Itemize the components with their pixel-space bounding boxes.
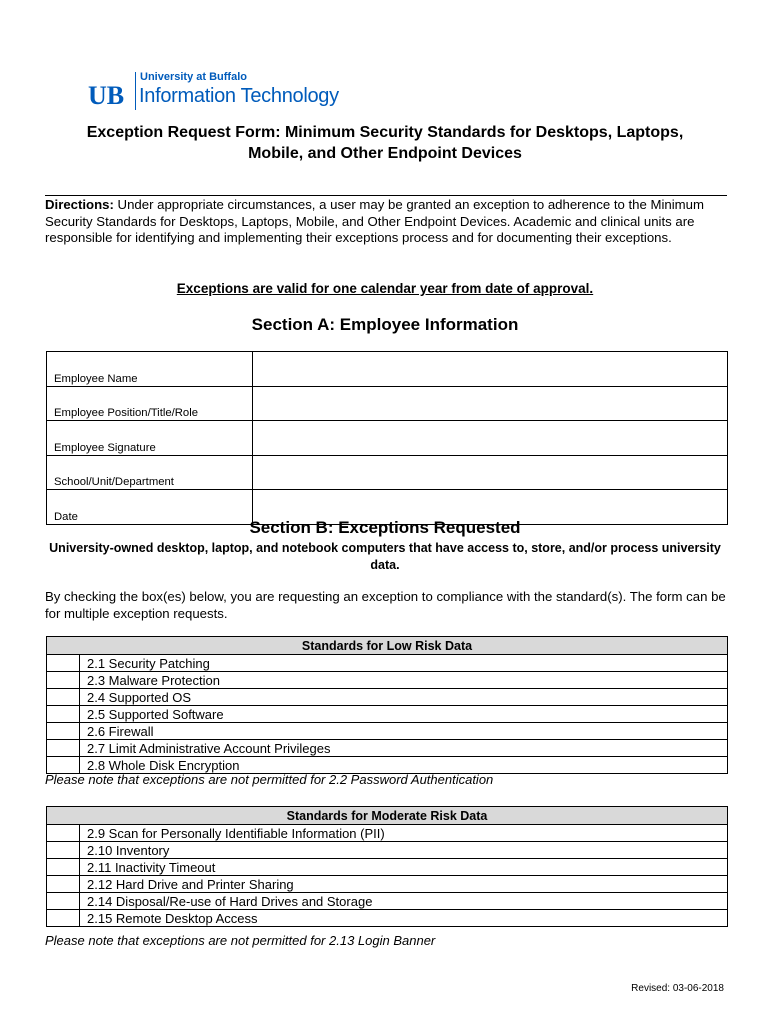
standard-label: 2.11 Inactivity Timeout (80, 859, 728, 876)
standard-label: 2.15 Remote Desktop Access (80, 910, 728, 927)
standard-label: 2.1 Security Patching (80, 655, 728, 672)
table-row (47, 910, 728, 927)
standard-label: 2.8 Whole Disk Encryption (80, 757, 728, 774)
table-row (47, 876, 728, 893)
checkbox-2-11[interactable] (47, 859, 80, 876)
standard-label: 2.4 Supported OS (80, 689, 728, 706)
employee-name-label: Employee Name (47, 352, 253, 387)
department-label: School/Unit/Department (47, 455, 253, 490)
checkbox-2-12[interactable] (47, 876, 80, 893)
title-divider (45, 195, 727, 196)
table-row (47, 689, 728, 706)
logo-university: University at Buffalo (140, 71, 247, 83)
checkbox-2-8[interactable] (47, 757, 80, 774)
standard-label: 2.12 Hard Drive and Printer Sharing (80, 876, 728, 893)
standard-label: 2.10 Inventory (80, 842, 728, 859)
employee-signature-field[interactable] (253, 421, 728, 456)
checkbox-2-1[interactable] (47, 655, 80, 672)
ub-it-logo (88, 70, 338, 112)
form-title-line2: Mobile, and Other Endpoint Devices (248, 145, 522, 162)
table-row (47, 386, 728, 421)
employee-name-field[interactable] (253, 352, 728, 387)
section-b-subheading: University-owned desktop, laptop, and notebook computers that have access to, store, and/or process university data. (49, 541, 721, 572)
checkbox-2-10[interactable] (47, 842, 80, 859)
table-row (47, 655, 728, 672)
table-row (47, 421, 728, 456)
table-row (47, 672, 728, 689)
moderate-risk-standards-table (46, 806, 728, 927)
employee-signature-label: Employee Signature (47, 421, 253, 456)
table-row (47, 740, 728, 757)
directions-label: Directions: (45, 197, 114, 212)
employee-position-field[interactable] (253, 386, 728, 421)
table-row (47, 706, 728, 723)
revised-date: Revised: 03-06-2018 (631, 983, 724, 994)
table-row (47, 352, 728, 387)
section-b-intro: By checking the box(es) below, you are requesting an exception to compliance with the standard(s). The form can be for multiple exception requests. (45, 589, 726, 621)
svg-text:UB: UB (88, 82, 125, 108)
moderate-risk-note: Please note that exceptions are not permitted for 2.13 Login Banner (45, 933, 436, 948)
checkbox-2-14[interactable] (47, 893, 80, 910)
validity-text: Exceptions are valid for one calendar year from date of approval. (176, 281, 594, 296)
moderate-risk-header: Standards for Moderate Risk Data (47, 807, 728, 825)
checkbox-2-5[interactable] (47, 706, 80, 723)
standard-label: 2.7 Limit Administrative Account Privileges (80, 740, 728, 757)
standard-label: 2.9 Scan for Personally Identifiable Information (PII) (80, 825, 728, 842)
employee-info-table (46, 351, 728, 525)
low-risk-header: Standards for Low Risk Data (47, 637, 728, 655)
table-header-row (47, 807, 728, 825)
standard-label: 2.5 Supported Software (80, 706, 728, 723)
table-row (47, 825, 728, 842)
directions-text: Under appropriate circumstances, a user may be granted an exception to adherence to the Minimum Security Standards for Desktops, Laptops, Mobile, and Other Endpoint Devices. Academic and clinical units are responsible for identifying and implementing their exceptions process and for documenting their exceptions. (45, 197, 704, 246)
standard-label: 2.6 Firewall (80, 723, 728, 740)
directions-paragraph (45, 197, 735, 247)
table-row (47, 757, 728, 774)
date-label: Date (47, 490, 253, 525)
ub-logo-icon (88, 82, 130, 108)
section-a-heading: Section A: Employee Information (251, 315, 519, 334)
checkbox-2-15[interactable] (47, 910, 80, 927)
form-title-line1: Exception Request Form: Minimum Security Standards for Desktops, Laptops, (86, 124, 684, 141)
table-header-row (47, 637, 728, 655)
checkbox-2-7[interactable] (47, 740, 80, 757)
checkbox-2-9[interactable] (47, 825, 80, 842)
table-row (47, 723, 728, 740)
standard-label: 2.3 Malware Protection (80, 672, 728, 689)
validity-notice (0, 281, 770, 296)
low-risk-standards-table (46, 636, 728, 774)
standard-label: 2.14 Disposal/Re-use of Hard Drives and Storage (80, 893, 728, 910)
table-row (47, 893, 728, 910)
table-row (47, 859, 728, 876)
checkbox-2-6[interactable] (47, 723, 80, 740)
logo-department: Information Technology (139, 85, 339, 107)
checkbox-2-3[interactable] (47, 672, 80, 689)
table-row (47, 842, 728, 859)
department-field[interactable] (253, 455, 728, 490)
employee-position-label: Employee Position/Title/Role (47, 386, 253, 421)
checkbox-2-4[interactable] (47, 689, 80, 706)
table-row (47, 455, 728, 490)
low-risk-note: Please note that exceptions are not permitted for 2.2 Password Authentication (45, 772, 494, 787)
logo-divider (135, 72, 136, 110)
section-b-heading: Section B: Exceptions Requested (249, 518, 521, 537)
